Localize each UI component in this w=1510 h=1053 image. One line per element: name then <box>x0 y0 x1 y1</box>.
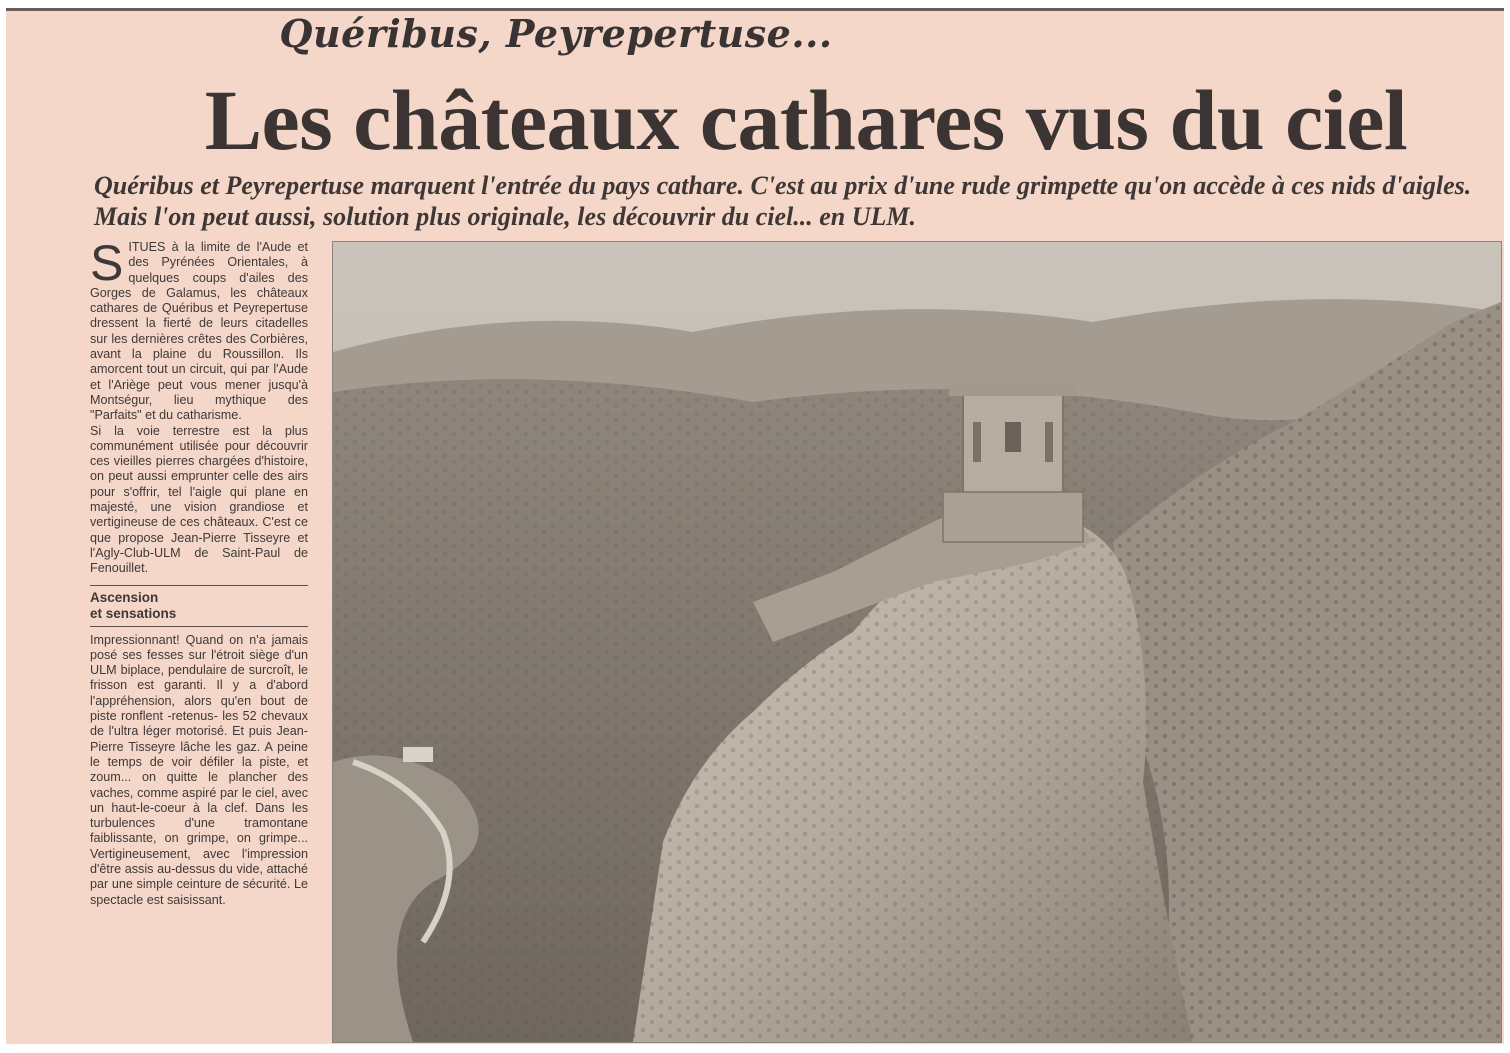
subhead-line-2: et sensations <box>90 605 177 621</box>
subhead-rule-bottom <box>90 626 308 627</box>
paragraph-1 <box>90 235 308 424</box>
subhead-rule-top <box>90 585 308 586</box>
paragraph-2: Si la voie terrestre est la plus communément utilisée pour découvrir ces vieilles pierres chargées d'histoire, on peut aussi emprunter celle des airs pour s'offrir, tel l'aigle qui plane en majesté, une vision grandiose et vertigineuse de ces châteaux. C'est ce que propose Jean-Pierre Tisseyre et l'Agly-Club-ULM de Saint-Paul de Fenouillet. <box>90 423 308 576</box>
castle-photo <box>332 241 1502 1043</box>
keep-slit-left <box>973 422 981 462</box>
castle-lower-tower <box>943 492 1083 542</box>
keep-slit-right <box>1045 422 1053 462</box>
headline: Les châteaux cathares vus du ciel <box>204 72 1408 168</box>
newspaper-page <box>6 8 1504 1044</box>
small-building <box>403 747 433 762</box>
paragraph-1-text: ITUES à la limite de l'Aude et des Pyrénées Orientales, à quelques coups d'ailes des Gorges de Galamus, les châteaux cathares de Quéribus et Peyrepertuse dressent la fierté de leurs citadelles sur les dernières crêtes des Corbières, avant la plaine du Roussillon. Ils amorcent tout un circuit, qui par l'Aude et l'Ariège peut vous mener jusqu'à Montségur, lieu mythique des "Parfaits" et du catharisme. <box>90 240 308 423</box>
kicker: Quéribus, Peyrepertuse... <box>279 11 833 56</box>
subhead-line-1: Ascension <box>90 589 159 605</box>
keep-window <box>1005 422 1021 452</box>
article-column <box>90 235 308 908</box>
drop-cap: S <box>90 235 124 291</box>
lead-paragraph: Quéribus et Peyrepertuse marquent l'entrée du pays cathare. C'est au prix d'une rude grimpette qu'on accède à ces nids d'aigles. Mais l'on peut aussi, solution plus originale, les découvrir du ciel... en ULM. <box>94 171 1472 231</box>
castle-photo-illustration <box>333 242 1501 1042</box>
paragraph-3: Impressionnant! Quand on n'a jamais posé ses fesses sur l'étroit siège d'un ULM biplace, pendulaire de surcroît, le frisson est garanti. Il y a d'abord l'appréhension, alors qu'en bout de piste ronflent -retenus- les 52 chevaux de l'ultra léger motorisé. Et puis Jean-Pierre Tisseyre lâche les gaz. A peine le temps de voir défiler la piste, et zoum... on quitte le plancher des vaches, comme aspiré par le ciel, avec un haut-le-coeur à la clef. Dans les turbulences d'une tramontane faiblissante, on grimpe, on grimpe... Vertigineusement, avec l'impression d'être assis au-dessus du vide, attaché par une simple ceinture de sécurité. Le spectacle est saisissant. <box>90 632 308 907</box>
subhead <box>90 590 308 622</box>
keep-top <box>949 382 1077 396</box>
